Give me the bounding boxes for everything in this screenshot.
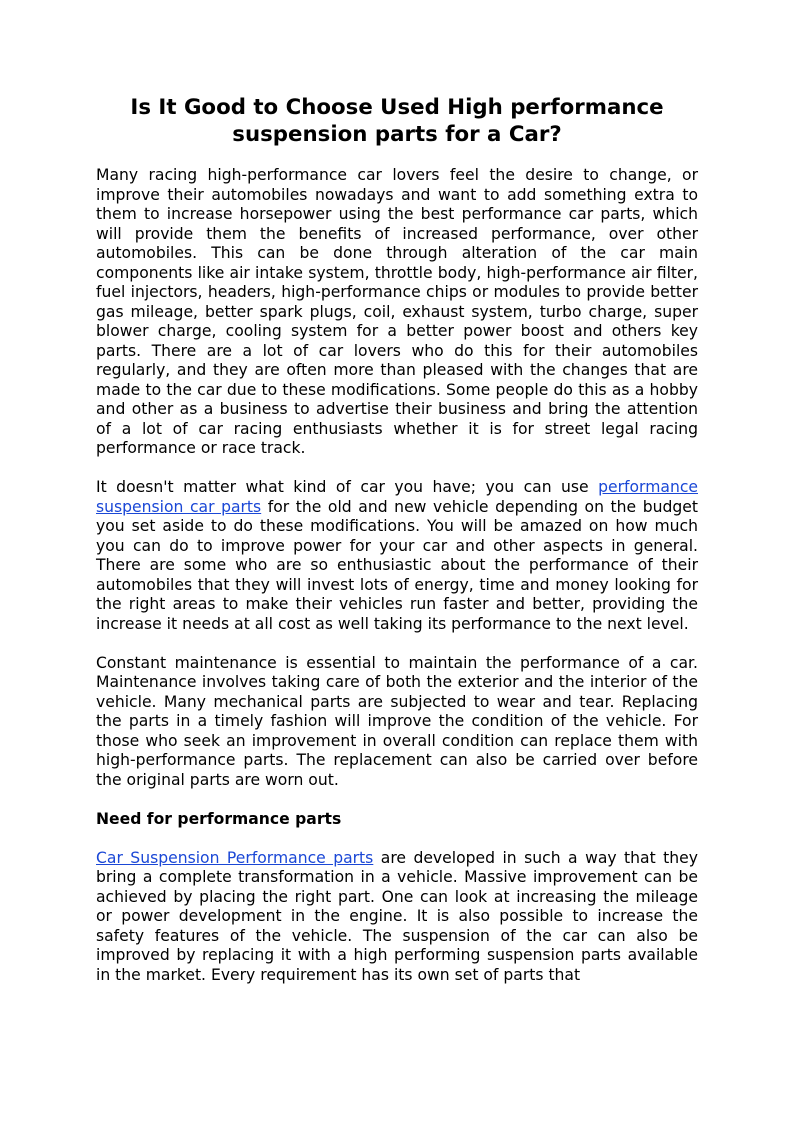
paragraph-suspension xyxy=(96,849,698,986)
car-suspension-performance-parts-link[interactable]: Car Suspension Performance parts xyxy=(96,848,374,867)
paragraph-2-text-before-link: It doesn't matter what kind of car you have; you can use xyxy=(96,478,599,496)
document-page xyxy=(96,94,698,1005)
performance-suspension-car-parts-link[interactable]: performance suspension car parts xyxy=(96,478,698,516)
paragraph-intro: Many racing high-performance car lovers feel the desire to change, or improve their automobiles nowadays and want to add something extra to them to increase horsepower using the best performance car parts, which will provide them the benefits of increased performance, over other automobiles. This can be done through alteration of the car main components like air intake system, throttle body, high-performance air filter, fuel injectors, headers, high-performance chips or modules to provide better gas mileage, better spark plugs, coil, exhaust system, turbo charge, super blower charge, cooling system for a better power boost and others key parts. There are a lot of car lovers who do this for their automobiles regularly, and they are often more than pleased with the changes that are made to the car due to these modifications. Some people do this as a hobby and other as a business to advertise their business and bring the attention of a lot of car racing enthusiasts whether it is for street legal racing performance or race track. xyxy=(96,166,698,457)
paragraph-maintenance: Constant maintenance is essential to maintain the performance of a car. Maintenance involves taking care of both the exterior and the interior of the vehicle. Many mechanical parts are subjected to wear and tear. Replacing the parts in a timely fashion will improve the condition of the vehicle. For those who seek an improvement in overall condition can replace them with high-performance parts. The replacement can also be carried over before the original parts are worn out. xyxy=(96,653,698,789)
document-title: Is It Good to Choose Used High performance suspension parts for a Car? xyxy=(130,95,664,147)
paragraph-2-text-after-link: for the old and new vehicle depending on the budget you set aside to do these modifications. You will be amazed on how much you can do to improve power for your car and other aspects in general. There are some who are so enthusiastic about the performance of their automobiles that they will invest lots of energy, time and money looking for the right areas to make their vehicles run faster and better, providing the increase it needs at all cost as well taking its performance to the next level. xyxy=(96,497,698,633)
paragraph-performance-parts xyxy=(96,478,698,634)
paragraph-4-text-after-link: are developed in such a way that they bring a complete transformation in a vehicle. Massive improvement can be achieved by placing the right part. One can look at increasing the mileage or power development in the engine. It is also possible to increase the safety features of the vehicle. The suspension of the car can also be improved by replacing it with a high performing suspension parts available in the market. Every requirement has its own set of parts that xyxy=(96,848,698,984)
section-heading: Need for performance parts xyxy=(96,809,342,828)
